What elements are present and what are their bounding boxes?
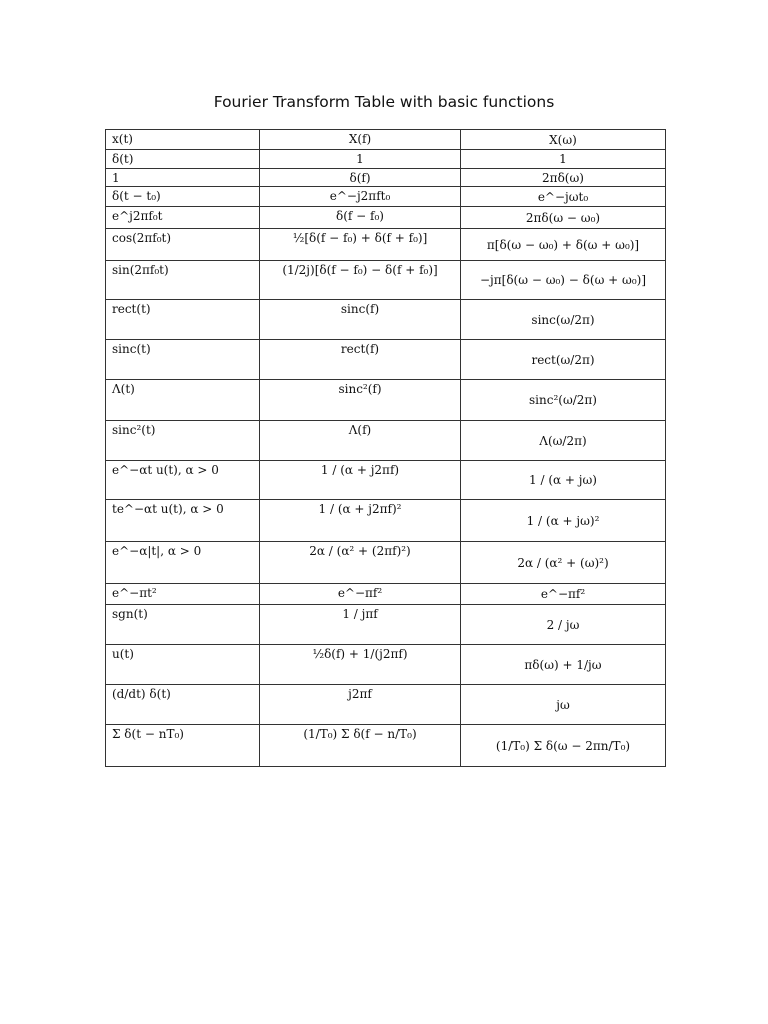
- frequency-f-cell: ½δ(f) + 1/(j2πf): [260, 645, 461, 685]
- time-domain-cell: Λ(t): [106, 380, 260, 421]
- frequency-f-cell: δ(f − f₀): [260, 207, 461, 229]
- frequency-f-cell: δ(f): [260, 169, 461, 187]
- frequency-omega-cell: jω: [461, 685, 666, 725]
- frequency-omega-cell: e^−jωt₀: [461, 187, 666, 207]
- time-domain-cell: sgn(t): [106, 605, 260, 645]
- time-domain-cell: e^j2πf₀t: [106, 207, 260, 229]
- frequency-omega-cell: sinc²(ω/2π): [461, 380, 666, 421]
- table-row: [106, 421, 666, 461]
- fourier-transform-table: [105, 129, 666, 767]
- frequency-omega-cell: 2 / jω: [461, 605, 666, 645]
- frequency-omega-cell: 2α / (α² + (ω)²): [461, 542, 666, 584]
- table-row: [106, 380, 666, 421]
- time-domain-cell: cos(2πf₀t): [106, 229, 260, 261]
- time-domain-cell: δ(t): [106, 150, 260, 169]
- frequency-omega-cell: 2πδ(ω − ω₀): [461, 207, 666, 229]
- table-row: [106, 169, 666, 187]
- table-row: [106, 542, 666, 584]
- frequency-omega-cell: 1 / (α + jω)²: [461, 500, 666, 542]
- time-domain-cell: e^−αt u(t), α > 0: [106, 461, 260, 500]
- time-domain-cell: sinc²(t): [106, 421, 260, 461]
- time-domain-cell: sinc(t): [106, 340, 260, 380]
- header-xw: X(ω): [461, 130, 666, 150]
- time-domain-cell: (d/dt) δ(t): [106, 685, 260, 725]
- table-row: [106, 261, 666, 300]
- frequency-f-cell: e^−j2πft₀: [260, 187, 461, 207]
- frequency-f-cell: sinc²(f): [260, 380, 461, 421]
- frequency-omega-cell: rect(ω/2π): [461, 340, 666, 380]
- frequency-f-cell: rect(f): [260, 340, 461, 380]
- table-header-row: [106, 130, 666, 150]
- frequency-omega-cell: sinc(ω/2π): [461, 300, 666, 340]
- frequency-omega-cell: (1/T₀) Σ δ(ω − 2πn/T₀): [461, 725, 666, 767]
- frequency-omega-cell: e^−πf²: [461, 584, 666, 605]
- table-row: [106, 229, 666, 261]
- page-title: Fourier Transform Table with basic functions: [213, 93, 555, 111]
- frequency-omega-cell: 1 / (α + jω): [461, 461, 666, 500]
- frequency-f-cell: (1/2j)[δ(f − f₀) − δ(f + f₀)]: [260, 261, 461, 300]
- time-domain-cell: sin(2πf₀t): [106, 261, 260, 300]
- time-domain-cell: 1: [106, 169, 260, 187]
- frequency-f-cell: 1 / (α + j2πf)²: [260, 500, 461, 542]
- frequency-f-cell: ½[δ(f − f₀) + δ(f + f₀)]: [260, 229, 461, 261]
- table-row: [106, 725, 666, 767]
- frequency-f-cell: 2α / (α² + (2πf)²): [260, 542, 461, 584]
- table-row: [106, 150, 666, 169]
- frequency-omega-cell: 2πδ(ω): [461, 169, 666, 187]
- table-row: [106, 645, 666, 685]
- frequency-f-cell: j2πf: [260, 685, 461, 725]
- time-domain-cell: u(t): [106, 645, 260, 685]
- time-domain-cell: Σ δ(t − nT₀): [106, 725, 260, 767]
- frequency-f-cell: 1 / jπf: [260, 605, 461, 645]
- header-xt: x(t): [106, 130, 260, 150]
- time-domain-cell: rect(t): [106, 300, 260, 340]
- frequency-omega-cell: π[δ(ω − ω₀) + δ(ω + ω₀)]: [461, 229, 666, 261]
- frequency-f-cell: Λ(f): [260, 421, 461, 461]
- frequency-omega-cell: Λ(ω/2π): [461, 421, 666, 461]
- table-row: [106, 340, 666, 380]
- table-row: [106, 685, 666, 725]
- table-row: [106, 584, 666, 605]
- frequency-f-cell: (1/T₀) Σ δ(f − n/T₀): [260, 725, 461, 767]
- time-domain-cell: te^−αt u(t), α > 0: [106, 500, 260, 542]
- frequency-omega-cell: 1: [461, 150, 666, 169]
- frequency-f-cell: e^−πf²: [260, 584, 461, 605]
- table-row: [106, 300, 666, 340]
- frequency-omega-cell: −jπ[δ(ω − ω₀) − δ(ω + ω₀)]: [461, 261, 666, 300]
- table-row: [106, 500, 666, 542]
- table-row: [106, 605, 666, 645]
- time-domain-cell: e^−πt²: [106, 584, 260, 605]
- frequency-omega-cell: πδ(ω) + 1/jω: [461, 645, 666, 685]
- table-row: [106, 187, 666, 207]
- table-row: [106, 207, 666, 229]
- frequency-f-cell: sinc(f): [260, 300, 461, 340]
- frequency-f-cell: 1: [260, 150, 461, 169]
- table-row: [106, 461, 666, 500]
- header-xf: X(f): [260, 130, 461, 150]
- time-domain-cell: e^−α|t|, α > 0: [106, 542, 260, 584]
- frequency-f-cell: 1 / (α + j2πf): [260, 461, 461, 500]
- time-domain-cell: δ(t − t₀): [106, 187, 260, 207]
